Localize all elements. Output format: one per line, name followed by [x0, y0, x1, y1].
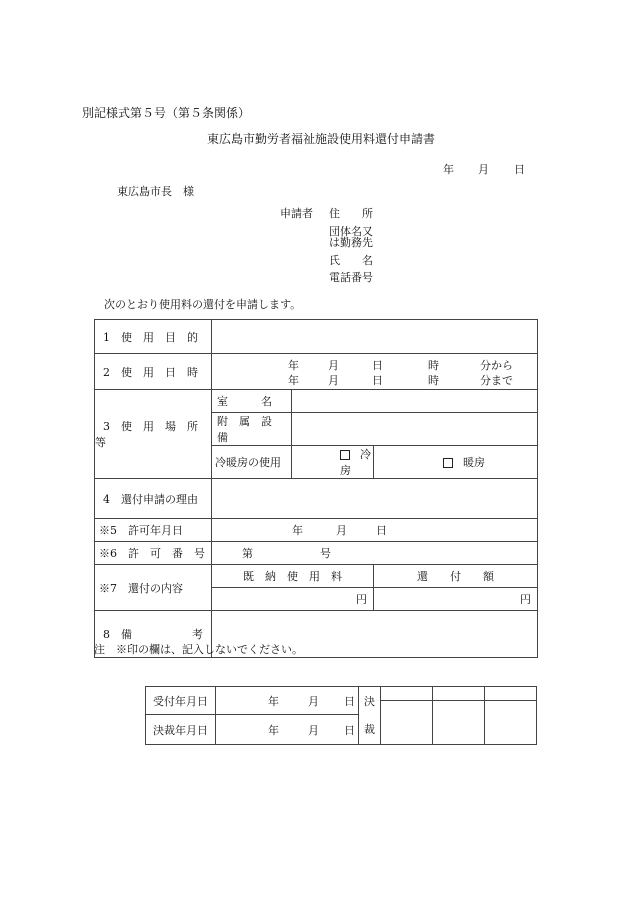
permit-no-num: ※6 [99, 547, 117, 560]
applicant-org-label-1: 団体名又 [329, 225, 373, 238]
row-reason [95, 479, 538, 519]
refund-header-cell [374, 565, 538, 588]
permit-day: 日 [376, 523, 387, 537]
dt-month-1: 月 [328, 358, 339, 372]
heating-checkbox[interactable] [443, 458, 453, 468]
date-year: 年 [443, 163, 454, 176]
place-label: 使 用 場 所 等 [95, 420, 209, 449]
row-place-room [95, 390, 538, 413]
remarks-label-1: 備 [121, 628, 132, 641]
permit-no-field[interactable] [212, 542, 538, 565]
stamp-header-3 [485, 687, 537, 701]
kessai-char-2: 裁 [364, 723, 375, 737]
date-day: 日 [514, 163, 525, 176]
dt-day-2: 日 [372, 373, 383, 387]
paid-amount-field[interactable] [212, 588, 374, 611]
date-month: 月 [478, 163, 489, 176]
receipt-table [145, 686, 537, 745]
dt-month-2: 月 [328, 373, 339, 387]
permit-no-gou: 号 [320, 546, 331, 560]
decided-label: 決裁年月日 [153, 723, 208, 737]
refund-label-cell [95, 565, 212, 611]
stamp-box-1[interactable] [381, 701, 433, 745]
permit-date-num: ※5 [99, 524, 117, 537]
document-title: 東広島市勤労者福祉施設使用料還付申請書 [207, 132, 436, 146]
equip-label-cell [212, 413, 292, 446]
received-label: 受付年月日 [153, 694, 208, 708]
equip-field[interactable] [292, 413, 538, 446]
received-date-field[interactable] [216, 687, 359, 715]
permit-year: 年 [292, 523, 303, 537]
equip-label: 附 属 設 備 [217, 415, 283, 444]
place-num: 3 [103, 420, 110, 433]
datetime-num: 2 [103, 365, 110, 379]
place-label-cell [95, 390, 212, 479]
reason-num: 4 [103, 492, 110, 506]
addressee: 東広島市長 様 [117, 185, 194, 198]
intro-text: 次のとおり使用料の還付を申請します。 [104, 298, 302, 311]
remarks-num: 8 [103, 628, 110, 641]
dt-hour-2: 時 [428, 373, 439, 387]
row-permit-number [95, 542, 538, 565]
decided-month: 月 [308, 723, 319, 737]
room-field[interactable] [292, 390, 538, 413]
heating-label: 冷暖房の使用 [215, 456, 281, 469]
permit-month: 月 [336, 523, 347, 537]
received-label-cell [146, 687, 216, 715]
refund-label: 還付の内容 [128, 581, 183, 595]
row-permit-date [95, 519, 538, 542]
applicant-org-label-2: は勤務先 [329, 236, 373, 249]
remarks-label [95, 626, 211, 642]
heating-option-label: 暖房 [463, 456, 485, 469]
permit-no-label-cell [95, 542, 212, 565]
kessai-bottom-cell [359, 715, 381, 745]
refund-header: 還 付 額 [417, 570, 494, 583]
permit-no-label: 許 可 番 号 [128, 547, 205, 560]
refund-yen: 円 [520, 593, 532, 606]
application-table [94, 319, 538, 658]
dt-year-2: 年 [288, 373, 299, 387]
row-refund-header [95, 565, 538, 588]
dt-hour-1: 時 [428, 358, 439, 372]
stamp-header-2 [433, 687, 485, 701]
room-label: 室 名 [217, 395, 272, 408]
stamp-header-1 [381, 687, 433, 701]
row-purpose [95, 320, 538, 354]
received-day: 日 [344, 694, 355, 708]
applicant-name-label: 氏 名 [329, 254, 373, 267]
datetime-field[interactable] [212, 354, 538, 390]
heating-option-cell [374, 446, 538, 479]
received-month: 月 [308, 694, 319, 708]
kessai-top-cell [359, 687, 381, 715]
cooling-option-cell [292, 446, 374, 479]
received-year: 年 [268, 694, 279, 708]
stamp-box-2[interactable] [433, 701, 485, 745]
purpose-label: 使 用 目 的 [121, 330, 198, 344]
decided-date-field[interactable] [216, 715, 359, 745]
refund-num: ※7 [99, 581, 117, 595]
remarks-num-label [103, 626, 132, 642]
applicant-label: 申請者 [280, 207, 313, 220]
dt-min-from: 分から [480, 358, 513, 372]
datetime-label: 使 用 日 時 [121, 365, 198, 379]
receipt-row-top [146, 687, 537, 701]
purpose-label-cell [95, 320, 212, 354]
purpose-num: 1 [103, 330, 110, 344]
permit-date-label: 許可年月日 [128, 524, 183, 537]
heating-label-cell [212, 446, 292, 479]
row-datetime [95, 354, 538, 390]
permit-date-field[interactable] [212, 519, 538, 542]
room-label-cell [212, 390, 292, 413]
reason-label-cell [95, 479, 212, 519]
stamp-box-3[interactable] [485, 701, 537, 745]
decided-year: 年 [268, 723, 279, 737]
remarks-label-2: 考 [192, 628, 203, 641]
form-reference: 別記様式第５号（第５条関係） [82, 106, 251, 120]
dt-year-1: 年 [288, 358, 299, 372]
permit-date-label-cell [95, 519, 212, 542]
permit-no-dai: 第 [242, 546, 253, 560]
decided-label-cell [146, 715, 216, 745]
decided-day: 日 [344, 723, 355, 737]
applicant-address-label: 住 所 [329, 207, 373, 220]
dt-day-1: 日 [372, 358, 383, 372]
cooling-option-label: 冷房 [340, 448, 371, 477]
purpose-field[interactable] [212, 320, 538, 354]
reason-field[interactable] [212, 479, 538, 519]
cooling-checkbox[interactable] [340, 450, 350, 460]
dt-min-to: 分まで [480, 373, 513, 387]
paid-header: 既 納 使 用 料 [243, 570, 342, 583]
paid-header-cell [212, 565, 374, 588]
applicant-phone-label: 電話番号 [329, 271, 373, 284]
kessai-char-1: 決 [364, 694, 375, 708]
paid-yen: 円 [356, 593, 367, 606]
note-text: 注 ※印の欄は、記入しないでください。 [94, 643, 303, 656]
reason-label: 還付申請の理由 [121, 492, 198, 506]
refund-amount-field[interactable] [374, 588, 538, 611]
datetime-label-cell [95, 354, 212, 390]
